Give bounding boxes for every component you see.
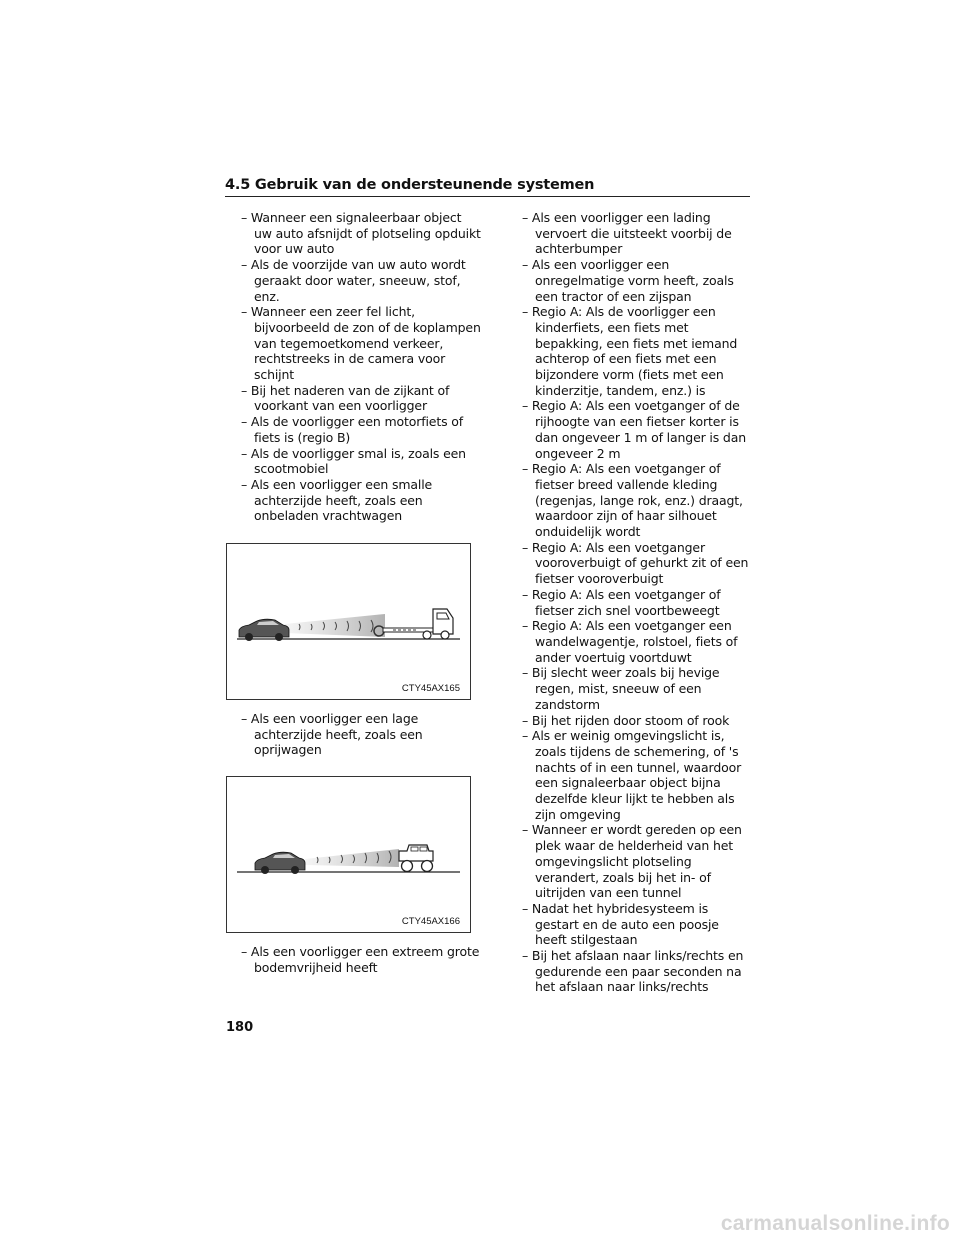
list-item: – Als er weinig omgevingslicht is, zoals tijdens de schemering, of 's nachts of in een tunnel, waardoor een signaleerbaar object bijna dezelfde kleur lijkt te hebben als zijn omgeving: [522, 728, 742, 822]
list-item: – Regio A: Als de voorligger een kinderfiets, een fiets met bepakking, een fiets met iemand achterop of een fiets met een bijzondere vorm (fiets met een kinderzitje, tandem, enz.) is: [522, 304, 738, 398]
section-header: 4.5 Gebruik van de ondersteunende systemen: [225, 177, 750, 197]
car-icon: [239, 619, 289, 641]
page-number: 180: [226, 1020, 254, 1035]
left-column-top: [241, 210, 481, 524]
list-item: – Nadat het hybridesysteem is gestart en de auto een poosje heeft stilgestaan: [522, 900, 719, 948]
figure-high-clearance: [226, 776, 471, 933]
list-item: – Regio A: Als een voetganger of de rijhoogte van een fietser korter is dan ongeveer 1 m of langer is dan ongeveer 2 m: [522, 398, 746, 461]
list-item: – Wanneer er wordt gereden op een plek waar de helderheid van het omgevingslicht plotseling verandert, zoals bij het in- of uitrijden van een tunnel: [522, 822, 742, 901]
flatbed-truck-icon: [374, 609, 453, 639]
flatbed-truck-illustration: [227, 544, 470, 699]
list-item: – Bij slecht weer zoals bij hevige regen, mist, sneeuw of een zandstorm: [522, 665, 720, 712]
figure-code: CTY45AX166: [401, 916, 460, 927]
list-item: – Als een voorligger een smalle achterzijde heeft, zoals een onbeladen vrachtwagen: [241, 476, 433, 524]
list-item: – Als een voorligger een lage achterzijde heeft, zoals een oprijwagen: [241, 711, 423, 758]
figure-flatbed-truck: [226, 543, 471, 700]
left-column-middle: [241, 711, 481, 758]
list-item: – Regio A: Als een voetganger vooroverbuigt of gehurkt zit of een fietser vooroverbuigt: [522, 539, 749, 587]
right-column: [522, 210, 754, 995]
list-item: – Als de voorligger een motorfiets of fiets is (regio B): [241, 414, 464, 445]
list-item: – Als de voorligger smal is, zoals een scootmobiel: [241, 445, 466, 477]
list-item: – Als de voorzijde van uw auto wordt geraakt door water, sneeuw, stof, enz.: [241, 257, 466, 304]
offroad-vehicle-icon: [399, 845, 433, 872]
list-item: – Als een voorligger een lading vervoert die uitsteekt voorbij de achterbumper: [522, 210, 732, 257]
watermark: carmanualsonline.info: [720, 1212, 950, 1235]
list-item: – Regio A: Als een voetganger een wandelwagentje, rolstoel, fiets of ander voertuig voortduwt: [522, 618, 738, 665]
list-item: – Regio A: Als een voetganger of fietser breed vallende kleding (regenjas, lange rok, enz.) draagt, waardoor zijn of haar silhouet onduidelijk wordt: [522, 461, 743, 540]
list-item: – Als een voorligger een extreem grote bodemvrijheid heeft: [241, 944, 480, 975]
list-item: – Regio A: Als een voetganger of fietser zich snel voortbeweegt: [522, 586, 721, 618]
left-column-bottom: [241, 944, 481, 975]
car-icon: [255, 852, 305, 874]
list-item: – Bij het rijden door stoom of rook: [522, 712, 730, 728]
list-item: – Wanneer een signaleerbaar object uw auto afsnijdt of plotseling opduikt voor uw auto: [241, 210, 481, 257]
figure-code: CTY45AX165: [401, 683, 460, 694]
list-item: – Wanneer een zeer fel licht, bijvoorbeeld de zon of de koplampen van tegemoetkomend verkeer, rechtstreeks in de camera voor schijnt: [241, 304, 481, 383]
list-item: – Bij het naderen van de zijkant of voorkant van een voorligger: [241, 382, 450, 414]
list-item: – Als een voorligger een onregelmatige vorm heeft, zoals een tractor of een zijspan: [522, 257, 734, 304]
high-clearance-illustration: [227, 777, 470, 932]
list-item: – Bij het afslaan naar links/rechts en gedurende een paar seconden na het afslaan naar links/rechts: [522, 948, 744, 995]
